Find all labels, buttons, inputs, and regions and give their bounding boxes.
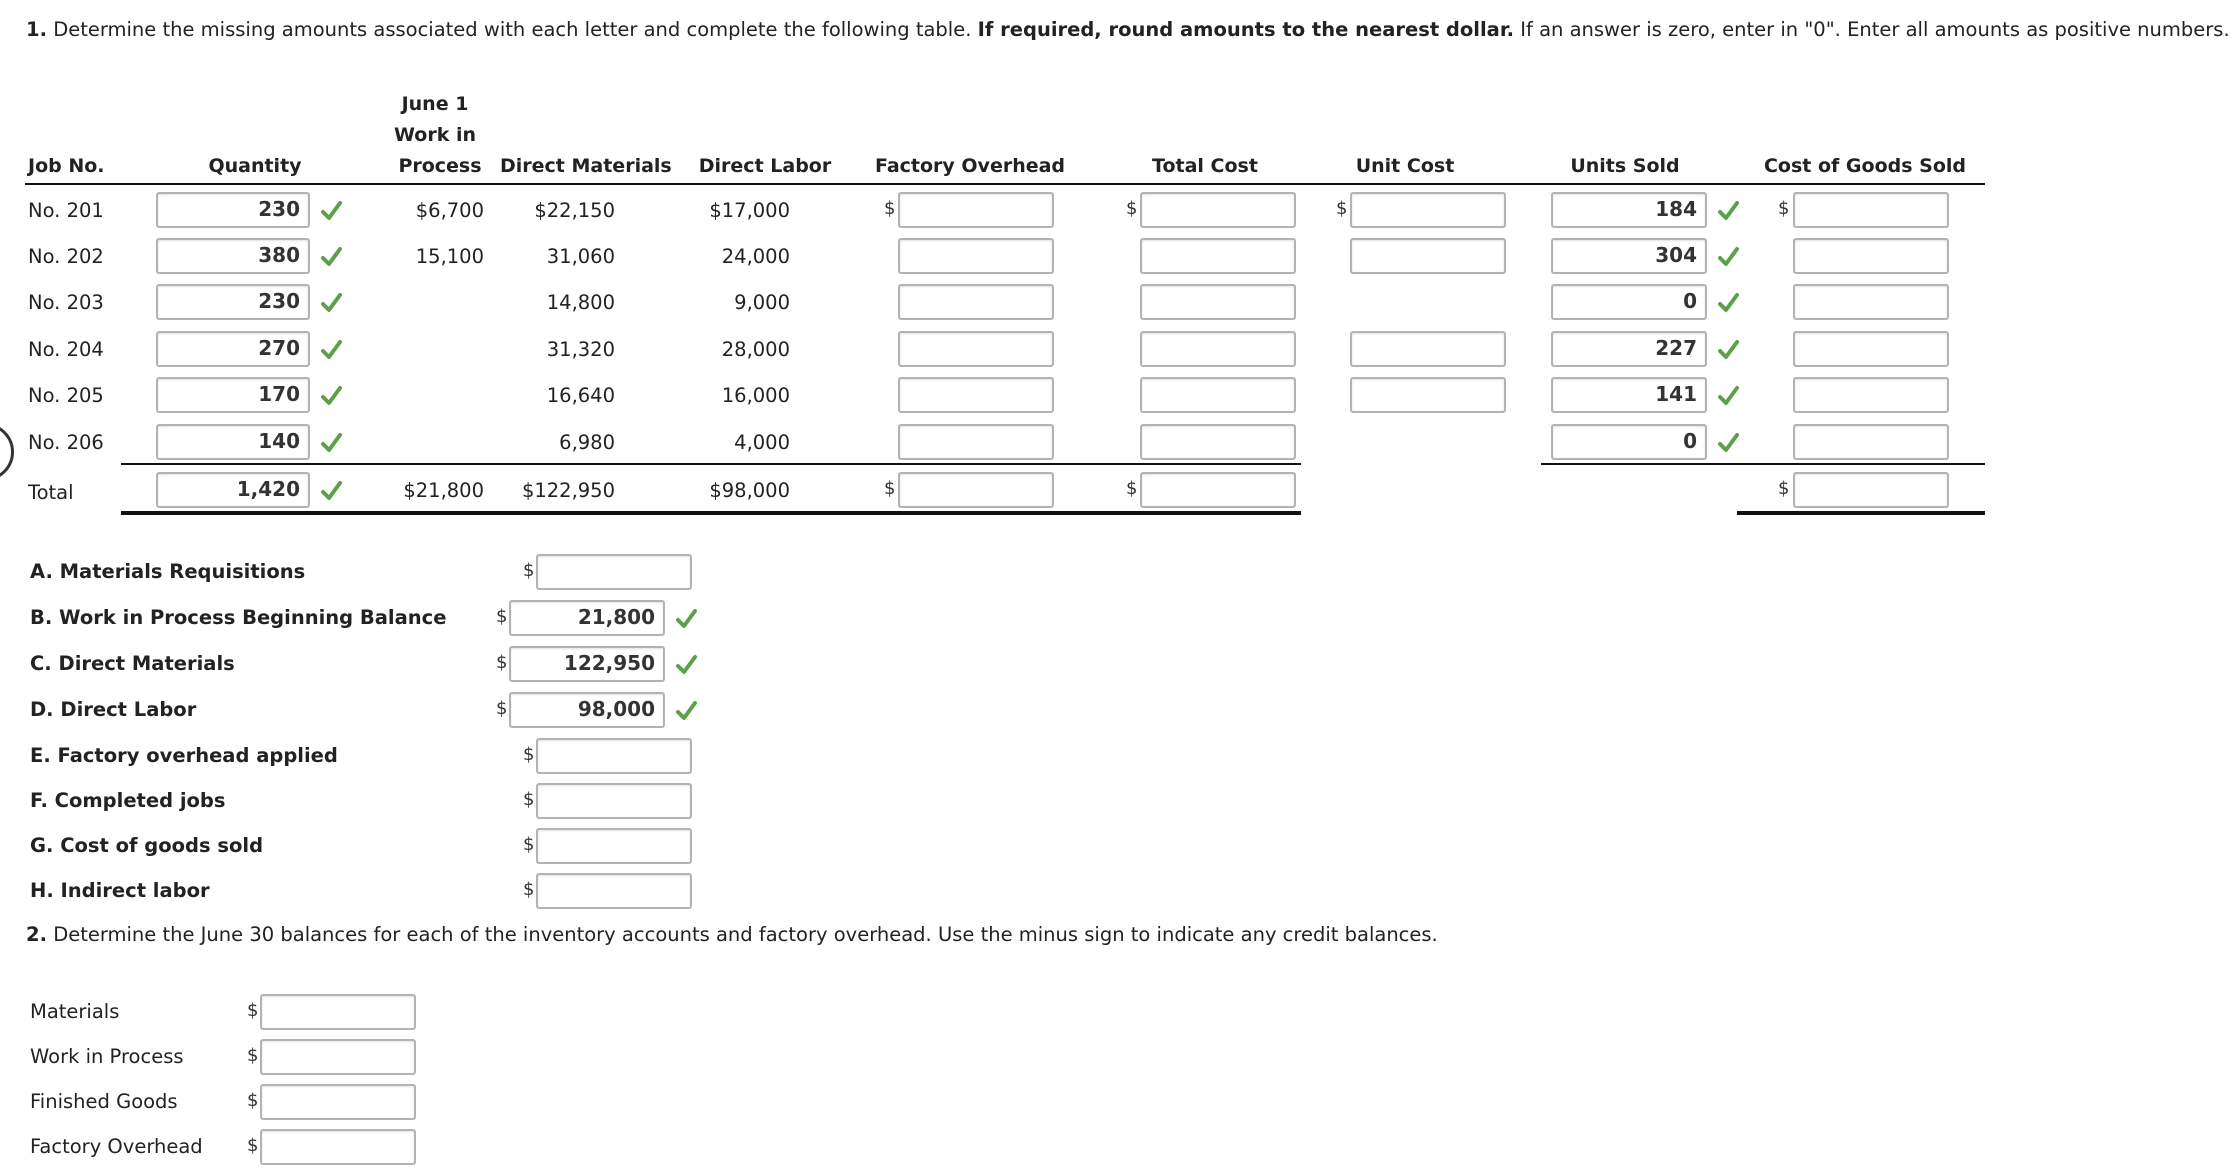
balance-label: Work in Process xyxy=(30,1045,184,1068)
direct-labor-value: 24,000 xyxy=(721,245,790,268)
cogs-input[interactable] xyxy=(1793,238,1949,274)
check-icon xyxy=(1717,200,1739,222)
job-number: No. 204 xyxy=(28,338,104,361)
quantity-input[interactable]: 170 xyxy=(156,377,310,413)
currency-symbol: $ xyxy=(1778,198,1790,219)
balance-input[interactable] xyxy=(260,1084,416,1120)
currency-symbol: $ xyxy=(884,478,896,499)
currency-symbol: $ xyxy=(523,560,535,581)
balance-label: Materials xyxy=(30,1000,120,1023)
letter-label: C. Direct Materials xyxy=(30,652,235,675)
check-icon xyxy=(675,608,697,630)
balance-label: Factory Overhead xyxy=(30,1135,203,1158)
currency-symbol: $ xyxy=(523,789,535,810)
header-cost-of-goods-sold: Cost of Goods Sold xyxy=(1763,155,1966,177)
factory-overhead-input[interactable] xyxy=(898,238,1054,274)
letter-input[interactable] xyxy=(536,783,692,819)
letter-label: H. Indirect labor xyxy=(30,879,210,902)
total-cost-input[interactable] xyxy=(1140,284,1296,320)
cogs-input[interactable] xyxy=(1793,331,1949,367)
question-2-text xyxy=(26,923,1438,946)
letter-input[interactable] xyxy=(536,873,692,909)
direct-labor-value: 4,000 xyxy=(734,431,790,454)
cogs-input[interactable] xyxy=(1793,192,1949,228)
units-sold-input[interactable]: 227 xyxy=(1551,331,1707,367)
total-cost-input[interactable] xyxy=(1140,238,1296,274)
check-icon xyxy=(320,292,342,314)
total-cost-input[interactable] xyxy=(1140,472,1296,508)
question-1-text xyxy=(26,18,2230,41)
balance-label: Finished Goods xyxy=(30,1090,178,1113)
quantity-input[interactable]: 270 xyxy=(156,331,310,367)
check-icon xyxy=(320,200,342,222)
check-icon xyxy=(320,432,342,454)
balance-input[interactable] xyxy=(260,994,416,1030)
quantity-input[interactable]: 230 xyxy=(156,284,310,320)
balance-input[interactable] xyxy=(260,1039,416,1075)
check-icon xyxy=(320,385,342,407)
header-direct-materials: Direct Materials xyxy=(500,155,672,177)
direct-labor-value: 9,000 xyxy=(734,291,790,314)
header-divider xyxy=(25,183,1985,185)
direct-materials-value: 31,060 xyxy=(546,245,615,268)
total-cost-input[interactable] xyxy=(1140,424,1296,460)
header-quantity: Quantity xyxy=(208,155,302,177)
currency-symbol: $ xyxy=(247,1045,259,1066)
total-cost-input[interactable] xyxy=(1140,192,1296,228)
letter-label: B. Work in Process Beginning Balance xyxy=(30,606,447,629)
check-icon xyxy=(320,246,342,268)
letter-input[interactable] xyxy=(536,738,692,774)
header-wip-line3: Process xyxy=(398,155,482,177)
unit-cost-input[interactable] xyxy=(1350,331,1506,367)
letter-input[interactable]: 122,950 xyxy=(509,646,665,682)
units-sold-input[interactable]: 141 xyxy=(1551,377,1707,413)
total-factory-overhead-input[interactable] xyxy=(898,472,1054,508)
direct-materials-value: 6,980 xyxy=(559,431,615,454)
header-total-cost: Total Cost xyxy=(1152,155,1258,177)
currency-symbol: $ xyxy=(247,1135,259,1156)
units-sold-input[interactable]: 0 xyxy=(1551,424,1707,460)
header-units-sold: Units Sold xyxy=(1570,155,1680,177)
check-icon xyxy=(1717,385,1739,407)
job-number: No. 206 xyxy=(28,431,104,454)
letter-label: F. Completed jobs xyxy=(30,789,226,812)
cogs-input[interactable] xyxy=(1793,377,1949,413)
currency-symbol: $ xyxy=(1336,198,1348,219)
cogs-double-rule xyxy=(1737,511,1985,515)
units-sold-input[interactable]: 0 xyxy=(1551,284,1707,320)
question-1-number: 1. xyxy=(26,18,47,41)
check-icon xyxy=(1717,432,1739,454)
header-direct-labor: Direct Labor xyxy=(698,155,832,177)
job-number: No. 203 xyxy=(28,291,104,314)
factory-overhead-input[interactable] xyxy=(898,424,1054,460)
units-sold-input[interactable]: 184 xyxy=(1551,192,1707,228)
letter-label: E. Factory overhead applied xyxy=(30,744,338,767)
currency-symbol: $ xyxy=(496,652,508,673)
check-icon xyxy=(675,654,697,676)
balance-input[interactable] xyxy=(260,1129,416,1165)
currency-symbol: $ xyxy=(523,834,535,855)
letter-label: A. Materials Requisitions xyxy=(30,560,306,583)
header-wip-line1: June 1 xyxy=(401,93,469,115)
quantity-input[interactable]: 140 xyxy=(156,424,310,460)
question-1-zero-note: If an answer is zero, enter in "0". Enter all amounts as positive numbers. xyxy=(1520,18,2230,41)
check-icon xyxy=(675,700,697,722)
total-top-rule-right xyxy=(1541,463,1985,465)
job-number: No. 202 xyxy=(28,245,104,268)
job-number: No. 201 xyxy=(28,199,104,222)
direct-labor-value: 28,000 xyxy=(721,338,790,361)
currency-symbol: $ xyxy=(523,879,535,900)
currency-symbol: $ xyxy=(523,744,535,765)
letter-input[interactable] xyxy=(536,828,692,864)
job-number: No. 205 xyxy=(28,384,104,407)
cursor-circle-icon xyxy=(0,423,14,481)
header-unit-cost: Unit Cost xyxy=(1355,155,1455,177)
unit-cost-input[interactable] xyxy=(1350,238,1506,274)
direct-materials-value: 16,640 xyxy=(546,384,615,407)
question-1-rounding-note: If required, round amounts to the nearest dollar. xyxy=(977,18,1515,41)
unit-cost-input[interactable] xyxy=(1350,377,1506,413)
factory-overhead-input[interactable] xyxy=(898,377,1054,413)
cogs-input[interactable] xyxy=(1793,284,1949,320)
currency-symbol: $ xyxy=(247,1000,259,1021)
currency-symbol: $ xyxy=(496,606,508,627)
unit-cost-input[interactable] xyxy=(1350,192,1506,228)
total-cogs-input[interactable] xyxy=(1793,472,1949,508)
currency-symbol: $ xyxy=(1126,198,1138,219)
check-icon xyxy=(320,480,342,502)
header-factory-overhead: Factory Overhead xyxy=(874,155,1066,177)
factory-overhead-input[interactable] xyxy=(898,284,1054,320)
currency-symbol: $ xyxy=(496,698,508,719)
currency-symbol: $ xyxy=(1778,478,1790,499)
header-wip-line2: Work in xyxy=(394,124,476,146)
quantity-input[interactable]: 230 xyxy=(156,192,310,228)
question-2-number: 2. xyxy=(26,923,47,946)
factory-overhead-input[interactable] xyxy=(898,331,1054,367)
total-direct-labor-value: $98,000 xyxy=(709,479,790,502)
check-icon xyxy=(320,339,342,361)
question-2-instruction: Determine the June 30 balances for each of the inventory accounts and factory overhead. Use the minus sign to indicate any credit balances. xyxy=(53,923,1438,946)
total-top-rule xyxy=(121,463,1301,465)
currency-symbol: $ xyxy=(1126,478,1138,499)
total-cost-input[interactable] xyxy=(1140,377,1296,413)
direct-materials-value: 14,800 xyxy=(546,291,615,314)
letter-input[interactable] xyxy=(536,554,692,590)
letter-label: D. Direct Labor xyxy=(30,698,197,721)
wip-value: $6,700 xyxy=(415,199,484,222)
cogs-input[interactable] xyxy=(1793,424,1949,460)
wip-value: 15,100 xyxy=(415,245,484,268)
letter-input[interactable]: 98,000 xyxy=(509,692,665,728)
total-cost-input[interactable] xyxy=(1140,331,1296,367)
total-direct-materials-value: $122,950 xyxy=(521,479,615,502)
currency-symbol: $ xyxy=(884,198,896,219)
factory-overhead-input[interactable] xyxy=(898,192,1054,228)
direct-labor-value: $17,000 xyxy=(709,199,790,222)
check-icon xyxy=(1717,339,1739,361)
header-job-no: Job No. xyxy=(28,155,105,177)
units-sold-input[interactable]: 304 xyxy=(1551,238,1707,274)
total-wip-value: $21,800 xyxy=(403,479,484,502)
letter-label: G. Cost of goods sold xyxy=(30,834,264,857)
question-1-instruction: Determine the missing amounts associated with each letter and complete the following table. xyxy=(53,18,972,41)
direct-labor-value: 16,000 xyxy=(721,384,790,407)
letter-input[interactable]: 21,800 xyxy=(509,600,665,636)
check-icon xyxy=(1717,292,1739,314)
total-quantity-input[interactable]: 1,420 xyxy=(156,472,310,508)
direct-materials-value: 31,320 xyxy=(546,338,615,361)
total-double-rule xyxy=(121,511,1301,515)
direct-materials-value: $22,150 xyxy=(534,199,615,222)
total-label: Total xyxy=(28,481,74,504)
quantity-input[interactable]: 380 xyxy=(156,238,310,274)
currency-symbol: $ xyxy=(247,1090,259,1111)
check-icon xyxy=(1717,246,1739,268)
